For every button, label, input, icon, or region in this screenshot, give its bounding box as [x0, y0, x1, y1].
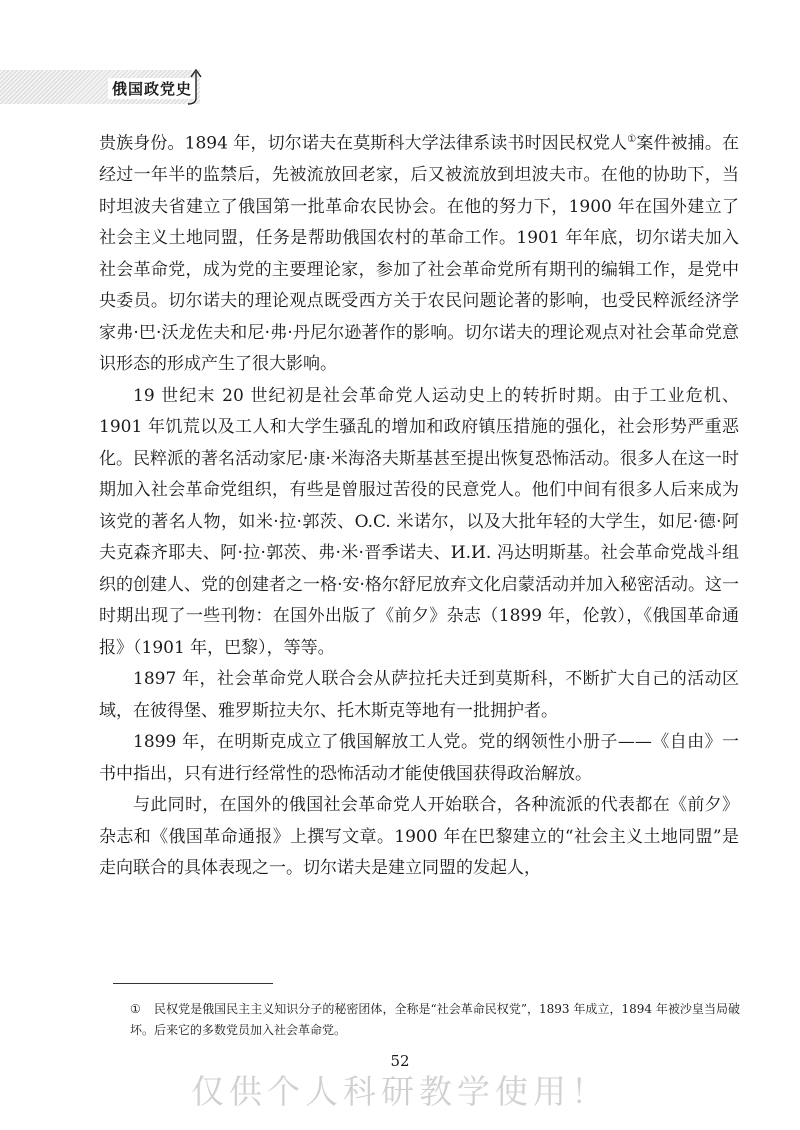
footnote — [130, 999, 740, 1041]
page-number: 52 — [390, 1052, 410, 1070]
paragraph-3: 1897 年，社会革命党人联合会从萨拉托夫迁到莫斯科，不断扩大自己的活动区域，在彼得堡、雅罗斯拉夫尔、托木斯克等地有一批拥护者。 — [99, 669, 739, 721]
running-header-title: 俄国政党史 — [108, 78, 196, 99]
paragraph-1-start: 贵族身份。1894 年，切尔诺夫在莫斯科大学法律系读书时因民权党人 — [99, 133, 628, 154]
footnote-divider — [113, 983, 273, 984]
header-arrow-icon — [186, 66, 214, 108]
paragraph-1 — [99, 124, 739, 381]
footnote-text: 民权党是俄国民主主义知识分子的秘密团体，全称是“社会革命民权党”，1893 年成立，1894 年被沙皇当局破坏。后来它的多数党员加入社会革命党。 — [130, 1002, 740, 1037]
watermark: 仅供个人科研教学使用！ — [191, 1072, 609, 1111]
paragraph-2: 19 世纪末 20 世纪初是社会革命党人运动史上的转折时期。由于工业危机、1901 年饥荒以及工人和大学生骚乱的增加和政府镇压措施的强化，社会形势严重恶化。民粹派的著名活动家尼·康·米海洛夫斯基甚至提出恢复恐怖活动。很多人在这一时期加入社会革命党组织，有些是曾服过苦役的民意党人。他们中间有很多人后来成为该党的著名人物，如米·拉·郭茨、O.C. 米诺尔，以及大批年轻的大学生，如尼·德·阿夫克森齐耶夫、阿·拉·郭茨、弗·米·晋季诺夫、И.И. 冯达明斯基。社会革命党战斗组织的创建人、党的创建者之一格·安·格尔舒尼放弃文化启蒙活动并加入秘密活动。这一时期出现了一些刊物：在国外出版了《前夕》杂志（1899 年，伦敦），《俄国革命通报》（1901 年，巴黎），等等。 — [99, 385, 739, 658]
paragraph-5: 与此同时，在国外的俄国社会革命党人开始联合，各种流派的代表都在《前夕》杂志和《俄国革命通报》上撰写文章。1900 年在巴黎建立的“社会主义土地同盟”是走向联合的具体表现之一。切尔诺夫是建立同盟的发起人， — [99, 795, 739, 879]
paragraph-1-rest: 案件被捕。在经过一年半的监禁后，先被流放回老家，后又被流放到坦波夫市。在他的协助下，当时坦波夫省建立了俄国第一批革命农民协会。在他的努力下，1900 年在国外建立了社会主义土地同盟，任务是帮助俄国农村的革命工作。1901 年年底，切尔诺夫加入社会革命党，成为党的主要理论家，参加了社会革命党所有期刊的编辑工作，是党中央委员。切尔诺夫的理论观点既受西方关于农民问题论著的影响，也受民粹派经济学家弗·巴·沃龙佐夫和尼·弗·丹尼尔逊著作的影响。切尔诺夫的理论观点对社会革命党意识形态的形成产生了很大影响。 — [99, 133, 739, 375]
footnote-reference: ① — [627, 134, 637, 145]
paragraph-4: 1899 年，在明斯克成立了俄国解放工人党。党的纲领性小册子——《自由》一书中指出，只有进行经常性的恐怖活动才能使俄国获得政治解放。 — [99, 732, 739, 784]
body-text — [99, 124, 739, 885]
footnote-mark: ① — [130, 1002, 141, 1016]
